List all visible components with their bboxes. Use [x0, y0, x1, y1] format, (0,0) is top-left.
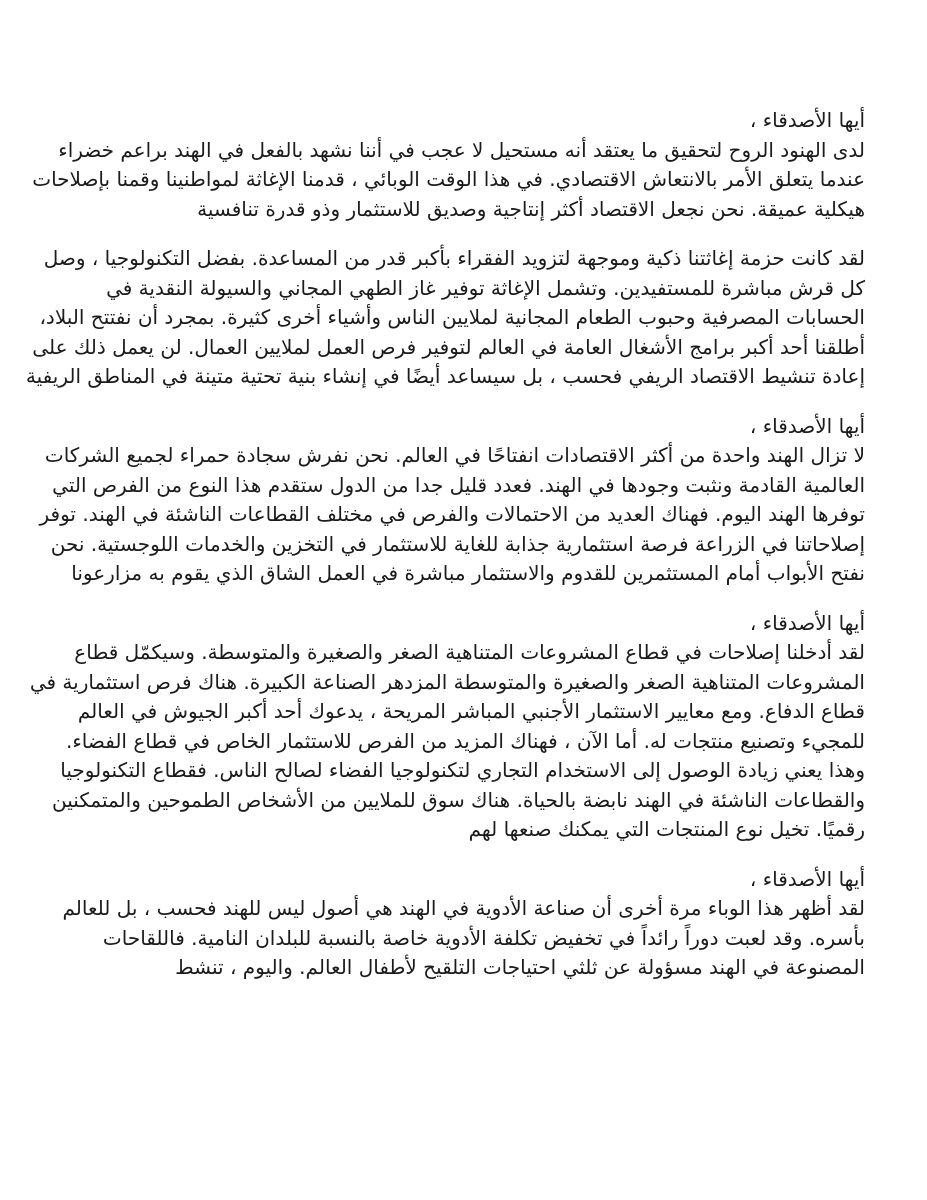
paragraph-text: لقد أدخلنا إصلاحات في قطاع المشروعات المتناهية الصغر والصغيرة والمتوسطة. وسيكمّل قطاع المشروعات المتناهية الصغر والصغيرة والمتوسطة المزدهر الصناعة الكبيرة. هناك فرص استثمارية في قطاع الدفاع. ومع معايير الاستثمار الأجنبي المباشر المريحة ، يدعوك أحد أكبر الجيوش في العالم للمجيء وتصنيع منتجات له. أما الآن ، فهناك المزيد من الفرص للاستثمار الخاص في قطاع الفضاء. وهذا يعني زيادة الوصول إلى الاستخدام التجاري لتكنولوجيا الفضاء لصالح الناس. فقطاع التكنولوجيا والقطاعات الناشئة في الهند نابضة بالحياة. هناك سوق للملايين من الأشخاص الطموحين والمتمكنين رقميًا. تخيل نوع المنتجات التي يمكنك صنعها لهم [29, 640, 865, 841]
salutation-line: أيها الأصدقاء ، [749, 413, 865, 438]
document-content [24, 106, 865, 1003]
paragraph [24, 106, 865, 224]
salutation-line: أيها الأصدقاء ، [749, 108, 865, 132]
paragraph [24, 609, 865, 845]
paragraph-text: لدى الهنود الروح لتحقيق ما يعتقد أنه مستحيل لا عجب في أننا نشهد بالفعل في الهند براعم خضراء عندما يتعلق الأمر بالانتعاش الاقتصادي. في هذا الوقت الوبائي ، قدمنا الإغاثة لمواطنينا وقمنا بإصلاحات هيكلية عميقة. نحن نجعل الاقتصاد أكثر إنتاجية وصديق للاستثمار وذو قدرة تنافسية [32, 137, 865, 221]
paragraph [24, 865, 865, 983]
salutation-line: أيها الأصدقاء ، [749, 610, 865, 635]
paragraph [24, 244, 865, 392]
paragraph [24, 412, 865, 589]
salutation-line: أيها الأصدقاء ، [749, 866, 865, 891]
paragraph-text: لقد كانت حزمة إغاثتنا ذكية وموجهة لتزويد الفقراء بأكبر قدر من المساعدة. بفضل التكنولوجيا ، وصل كل قرش مباشرة للمستفيدين. وتشمل الإغاثة توفير غاز الطهي المجاني والسيولة النقدية في الحسابات المصرفية وحبوب الطعام المجانية لملايين الناس وأشياء أخرى كثيرة. بمجرد أن نفتتح البلاد، أطلقنا أحد أكبر برامج الأشغال العامة في العالم لتوفير فرص العمل لملايين العمال. لن يعمل ذلك على إعادة تنشيط الاقتصاد الريفي فحسب ، بل سيساعد أيضًا في إنشاء بنية تحتية متينة في المناطق الريفية [25, 246, 865, 388]
paragraph-text: لا تزال الهند واحدة من أكثر الاقتصادات انفتاحًا في العالم. نحن نفرش سجادة حمراء لجميع الشركات العالمية القادمة ونثبت وجودها في الهند. فعدد قليل جدا من الدول ستقدم هذا النوع من الفرص التي توفرها الهند اليوم. فهناك العديد من الاحتمالات والفرص في مختلف القطاعات الناشئة في الهند. توفر إصلاحاتنا في الزراعة فرصة استثمارية جذابة للغاية للاستثمار في التخزين والخدمات اللوجستية. نحن نفتح الأبواب أمام المستثمرين للقدوم والاستثمار مباشرة في العمل الشاق الذي يقوم به مزارعونا [39, 443, 865, 585]
paragraph-text: لقد أظهر هذا الوباء مرة أخرى أن صناعة الأدوية في الهند هي أصول ليس للهند فحسب ، بل للعالم بأسره. وقد لعبت دوراً رائداً في تخفيض تكلفة الأدوية خاصة بالنسبة للبلدان النامية. فاللقاحات المصنوعة في الهند مسؤولة عن ثلثي احتياجات التلقيح لأطفال العالم. واليوم ، تنشط [62, 896, 865, 979]
